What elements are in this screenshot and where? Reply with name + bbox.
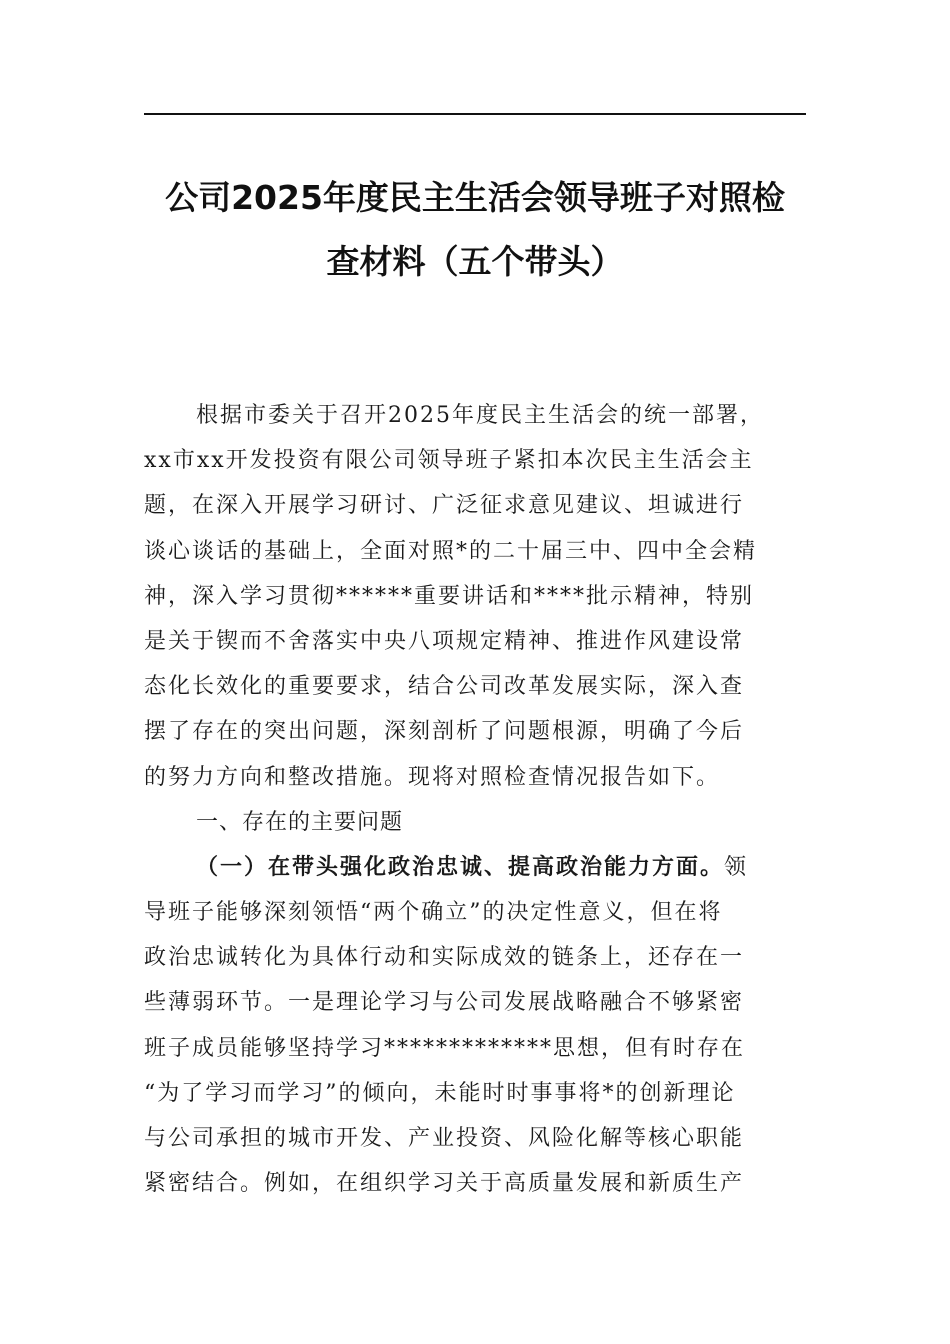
section-paragraph — [144, 845, 806, 1207]
header-rule — [144, 113, 806, 115]
title-line-2: 查材料（五个带头） — [326, 242, 624, 281]
text-line — [144, 845, 806, 890]
sub-heading: （一）在带头强化政治忠诚、提高政治能力方面。 — [196, 853, 725, 880]
text-line: 导班子能够深刻领悟“两个确立”的决定性意义，但在将 — [144, 900, 723, 926]
text-line: 是关于锲而不舍落实中央八项规定精神、推进作风建设常 — [144, 628, 745, 654]
document-title — [144, 166, 806, 294]
text-fragment: 领 — [724, 854, 749, 880]
intro-paragraph — [144, 393, 806, 800]
text-line: 根据市委关于召开2025年度民主生活会的统一部署， — [196, 403, 764, 428]
document-body — [144, 393, 806, 1206]
text-line: 紧密结合。例如，在组织学习关于高质量发展和新质生产 — [144, 1171, 745, 1197]
text-line: “为了学习而学习”的倾向，未能时时事事将*的创新理论 — [144, 1080, 736, 1106]
text-line: 班子成员能够坚持学习*************思想，但有时存在 — [144, 1035, 746, 1061]
text-line: 与公司承担的城市开发、产业投资、风险化解等核心职能 — [144, 1126, 745, 1151]
title-line-1: 公司2025年度民主生活会领导班子对照检 — [165, 178, 785, 217]
text-line: xx市xx开发投资有限公司领导班子紧扣本次民主生活会主 — [144, 448, 754, 474]
text-line: 神，深入学习贯彻******重要讲话和****批示精神，特别 — [144, 583, 755, 609]
text-line: 态化长效化的重要要求，结合公司改革发展实际，深入查 — [144, 674, 745, 700]
text-line: 政治忠诚转化为具体行动和实际成效的链条上，还存在一 — [144, 945, 745, 971]
text-line: 的努力方向和整改措施。现将对照检查情况报告如下。 — [144, 764, 721, 790]
section-heading: 一、存在的主要问题 — [196, 809, 404, 835]
text-line: 谈心谈话的基础上，全面对照*的二十届三中、四中全会精 — [144, 538, 758, 564]
text-line: 摆了存在的突出问题，深刻剖析了问题根源，明确了今后 — [144, 719, 745, 745]
text-line: 些薄弱环节。一是理论学习与公司发展战略融合不够紧密 — [144, 990, 745, 1016]
text-line: 题，在深入开展学习研讨、广泛征求意见建议、坦诚进行 — [144, 493, 745, 519]
